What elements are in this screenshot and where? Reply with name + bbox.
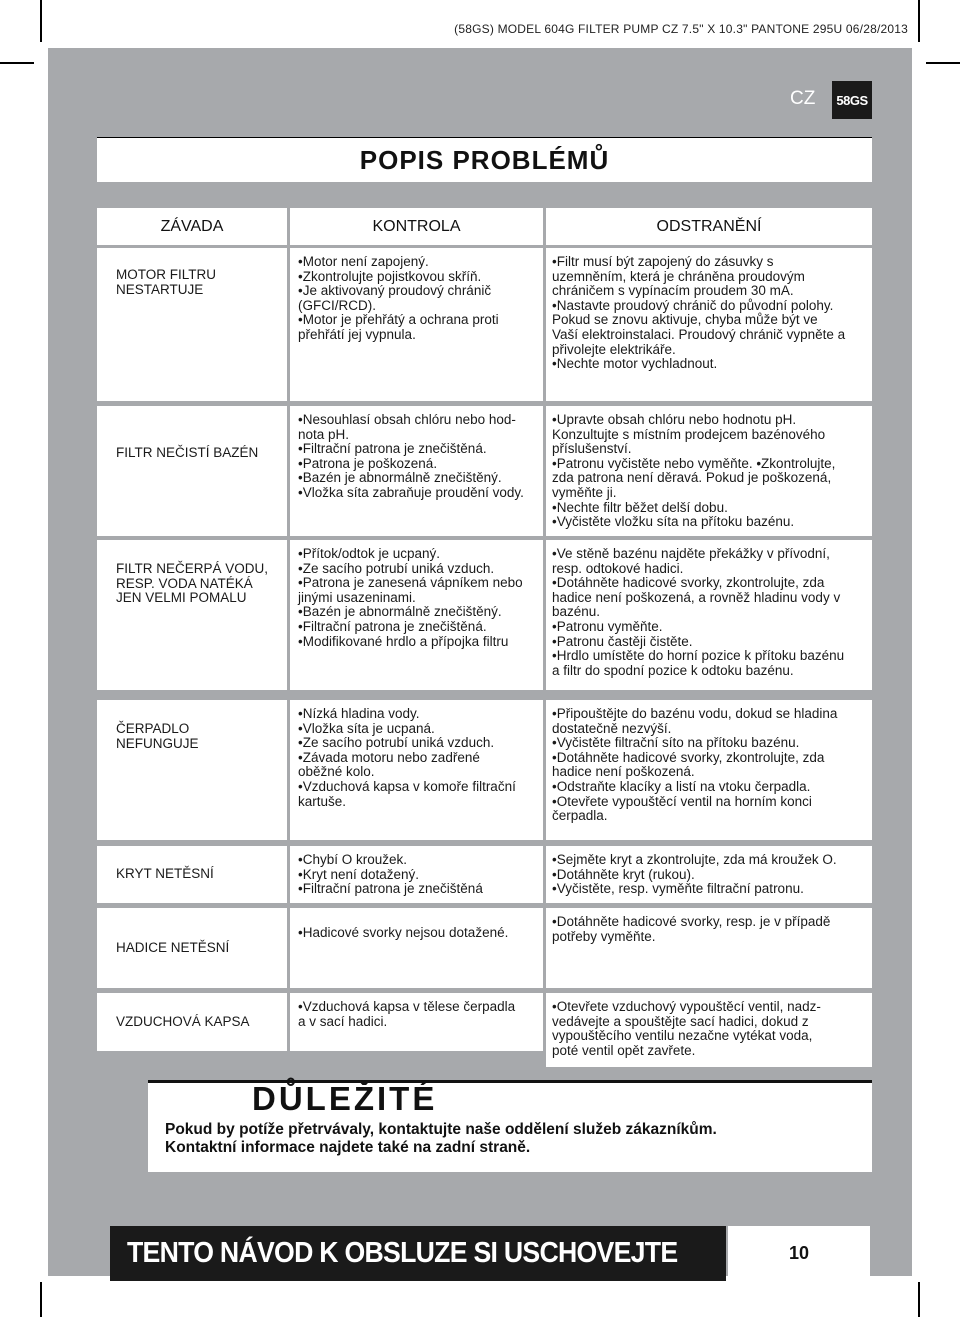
check-line: •Vložka síta je ucpaná. — [298, 720, 435, 736]
fix-line: potřeby vyměňte. — [552, 928, 656, 944]
fix-line: •Otevřete vypouštěcí ventil na horním konci — [552, 793, 812, 809]
check-line: •Patrona je zanesená vápníkem nebo — [298, 575, 523, 591]
check-line: •Ze sacího potrubí uniká vzduch. — [298, 560, 495, 576]
fault-line: MOTOR FILTRU — [116, 267, 216, 282]
check-line: •Kryt není dotažený. — [298, 866, 420, 882]
fix-line: •Připouštějte do bazénu vodu, dokud se hladina — [552, 706, 838, 721]
crop-mark — [926, 62, 960, 64]
title-bar — [97, 137, 872, 182]
column-header-fault: ZÁVADA — [97, 208, 287, 245]
crop-mark — [40, 1282, 42, 1317]
fault-cell — [97, 993, 287, 1051]
crop-mark — [918, 0, 920, 42]
check-line: •Hadicové svorky nejsou dotažené. — [298, 925, 509, 940]
important-line: Kontaktní informace najdete také na zadní straně. — [165, 1139, 531, 1156]
check-line: •Patrona je poškozená. — [298, 455, 438, 471]
fix-line: •Ve stěně bazénu najděte překážky v přívodní, — [552, 546, 830, 561]
fix-line: a filtr do spodní pozice k odtoku bazénu. — [552, 662, 794, 678]
fix-line: •Hrdlo umístěte do horní pozice k přítoku bazénu — [552, 648, 845, 664]
fault-cell — [97, 406, 287, 536]
check-line: (GFCI/RCD). — [298, 297, 376, 313]
fix-line: •Sejměte kryt a zkontrolujte, zda má kroužek O. — [552, 852, 837, 867]
footer-text: TENTO NÁVOD K OBSLUZE SI USCHOVEJTE — [127, 1237, 678, 1269]
check-line: •Vzduchová kapsa v tělese čerpadla — [298, 999, 516, 1014]
check-cell — [290, 540, 543, 690]
crop-mark — [0, 62, 34, 64]
fix-line: •Vyčistěte vložku síta na přítoku bazénu. — [552, 514, 795, 530]
fix-line: •Vyčistěte filtrační síto na přítoku bazénu. — [552, 735, 800, 751]
fix-line: •Dotáhněte hadicové svorky, zkontrolujte, zda — [552, 575, 825, 591]
fix-line: resp. odtokové hadici. — [552, 560, 684, 576]
fix-cell — [546, 908, 872, 988]
fault-line: HADICE NETĚSNÍ — [116, 939, 230, 955]
important-line: Pokud by potíže přetrvávaly, kontaktujte naše oddělení služeb zákazníkům. — [165, 1121, 717, 1138]
check-cell — [290, 406, 543, 536]
model-badge: 58GS — [832, 81, 872, 119]
fix-line: čerpadla. — [552, 808, 608, 824]
fix-line: •Patronu vyčistěte nebo vyměňte. •Zkontrolujte, — [552, 455, 836, 471]
check-line: •Závada motoru nebo zadřené — [298, 749, 480, 765]
fix-line: •Nechte filtr běžet delší dobu. — [552, 499, 728, 515]
crop-mark — [40, 0, 42, 42]
check-line: jinými usazeninami. — [298, 589, 416, 605]
check-line: •Filtrační patrona je znečištěná. — [298, 618, 487, 634]
check-line: oběžné kolo. — [298, 764, 375, 780]
fault-cell — [97, 248, 287, 401]
fix-line: •Otevřete vzduchový vypouštěcí ventil, nadz- — [552, 999, 821, 1014]
fix-line: bazénu. — [552, 604, 601, 620]
fault-line: JEN VELMI POMALU — [116, 590, 247, 606]
check-line: •Přítok/odtok je ucpaný. — [298, 546, 441, 561]
fault-line: FILTR NEČERPÁ VODU, — [116, 561, 269, 576]
fix-line: vyměňte ji. — [552, 484, 617, 500]
fault-line: KRYT NETĚSNÍ — [116, 866, 214, 882]
check-line: •Motor není zapojený. — [298, 254, 429, 269]
check-line: •Motor je přehřátý a ochrana proti — [298, 312, 499, 328]
fault-cell — [97, 540, 287, 690]
check-line: •Nízká hladina vody. — [298, 706, 420, 721]
fault-cell — [97, 908, 287, 988]
fix-line: poté ventil opět zavřete. — [552, 1042, 696, 1058]
column-header-fix: ODSTRANĚNÍ — [546, 208, 872, 245]
page-number: 10 — [728, 1226, 870, 1281]
fix-line: •Vyčistěte, resp. vyměňte filtrační patronu. — [552, 881, 804, 897]
check-cell — [290, 700, 543, 840]
check-line: a v sací hadici. — [298, 1013, 388, 1029]
fix-line: •Dotáhněte hadicové svorky, zkontrolujte, zda — [552, 749, 825, 765]
check-line: •Bazén je abnormálně znečištěný. — [298, 470, 502, 486]
fix-cell — [546, 993, 872, 1067]
fix-line: •Dotáhněte kryt (rukou). — [552, 866, 695, 882]
check-line: •Je aktivovaný proudový chránič — [298, 283, 492, 299]
fix-cell — [546, 700, 872, 840]
fix-line: •Filtr musí být zapojený do zásuvky s — [552, 254, 774, 269]
fix-line: vypouštěcího ventilu nezačne vytékat voda, — [552, 1028, 813, 1044]
fix-line: zda patrona není děravá. Pokud je poškozená, — [552, 470, 832, 486]
fix-line: chráničem s vypínacím proudem 30 mA. — [552, 283, 794, 299]
check-line: •Chybí O kroužek. — [298, 852, 408, 867]
fix-line: Pokud se znovu aktivuje, chyba může být ve — [552, 312, 818, 328]
check-line: •Filtrační patrona je znečištěná — [298, 881, 483, 897]
check-line: •Nesouhlasí obsah chlóru nebo hod- — [298, 412, 516, 427]
fix-line: hadice není poškozená, a rovněž hladinu vody v — [552, 589, 841, 605]
fix-line: •Nastavte proudový chránič do původní polohy. — [552, 297, 834, 313]
check-cell — [290, 248, 543, 401]
fix-line: přivolejte elektrikáře. — [552, 341, 676, 357]
fix-line: hadice není poškozená. — [552, 764, 695, 780]
check-line: kartuše. — [298, 793, 347, 809]
check-line: •Bazén je abnormálně znečištěný. — [298, 604, 502, 620]
fix-line: •Upravte obsah chlóru nebo hodnotu pH. — [552, 412, 797, 427]
fault-cell — [97, 700, 287, 840]
check-line: •Modifikované hrdlo a přípojka filtru — [298, 633, 509, 649]
fault-line: RESP. VODA NATÉKÁ — [116, 575, 253, 591]
fix-cell — [546, 248, 872, 401]
check-cell — [290, 846, 543, 903]
column-header-check: KONTROLA — [290, 208, 543, 245]
check-cell — [290, 993, 543, 1051]
fix-cell — [546, 846, 872, 903]
check-line: •Zkontrolujte pojistkovou skříň. — [298, 268, 482, 284]
important-text — [165, 1121, 865, 1157]
fix-line: •Patronu vyměňte. — [552, 618, 663, 634]
fix-line: dostatečně nezvýší. — [552, 720, 672, 736]
check-line: •Vložka síta zabraňuje proudění vody. — [298, 484, 524, 500]
fix-line: •Patronu častěji čistěte. — [552, 633, 693, 649]
fault-cell — [97, 846, 287, 903]
check-line: •Filtrační patrona je znečištěná. — [298, 441, 487, 457]
fix-line: příslušenství. — [552, 441, 632, 457]
fix-line: uzemněním, která je chráněna proudovým — [552, 268, 805, 284]
fix-line: vedávejte a spouštějte sací hadici, dokud z — [552, 1013, 809, 1029]
fix-line: •Dotáhněte hadicové svorky, resp. je v případě — [552, 914, 831, 929]
page-title: POPIS PROBLÉMŮ — [359, 144, 610, 175]
fault-line: NEFUNGUJE — [116, 735, 199, 751]
fault-line: FILTR NEČISTÍ BAZÉN — [116, 445, 259, 460]
fault-line: ČERPADLO — [116, 721, 190, 736]
fix-line: Konzultujte s místním prodejcem bazénového — [552, 426, 826, 442]
fault-line: NESTARTUJE — [116, 281, 204, 297]
fix-line: Vaší elektroinstalaci. Proudový chránič vypněte a — [552, 326, 846, 342]
language-label: CZ — [790, 88, 816, 109]
check-line: přehřátí jej vypnula. — [298, 326, 416, 342]
print-header: (58GS) MODEL 604G FILTER PUMP CZ 7.5" X 10.3" PANTONE 295U 06/28/2013 — [454, 22, 908, 36]
check-line: nota pH. — [298, 426, 350, 442]
check-line: •Vzduchová kapsa v komoře filtrační — [298, 778, 516, 794]
fix-line: •Odstraňte klacíky a listí na vtoku čerpadla. — [552, 778, 811, 794]
fault-line: VZDUCHOVÁ KAPSA — [116, 1013, 250, 1029]
footer-bar — [110, 1226, 726, 1281]
check-line: •Ze sacího potrubí uniká vzduch. — [298, 735, 495, 751]
fix-cell — [546, 540, 872, 690]
fix-line: •Nechte motor vychladnout. — [552, 356, 718, 372]
important-title: DŮLEŽITÉ — [252, 1080, 438, 1117]
crop-mark — [918, 1282, 920, 1317]
check-cell — [290, 908, 543, 988]
fix-cell — [546, 406, 872, 536]
